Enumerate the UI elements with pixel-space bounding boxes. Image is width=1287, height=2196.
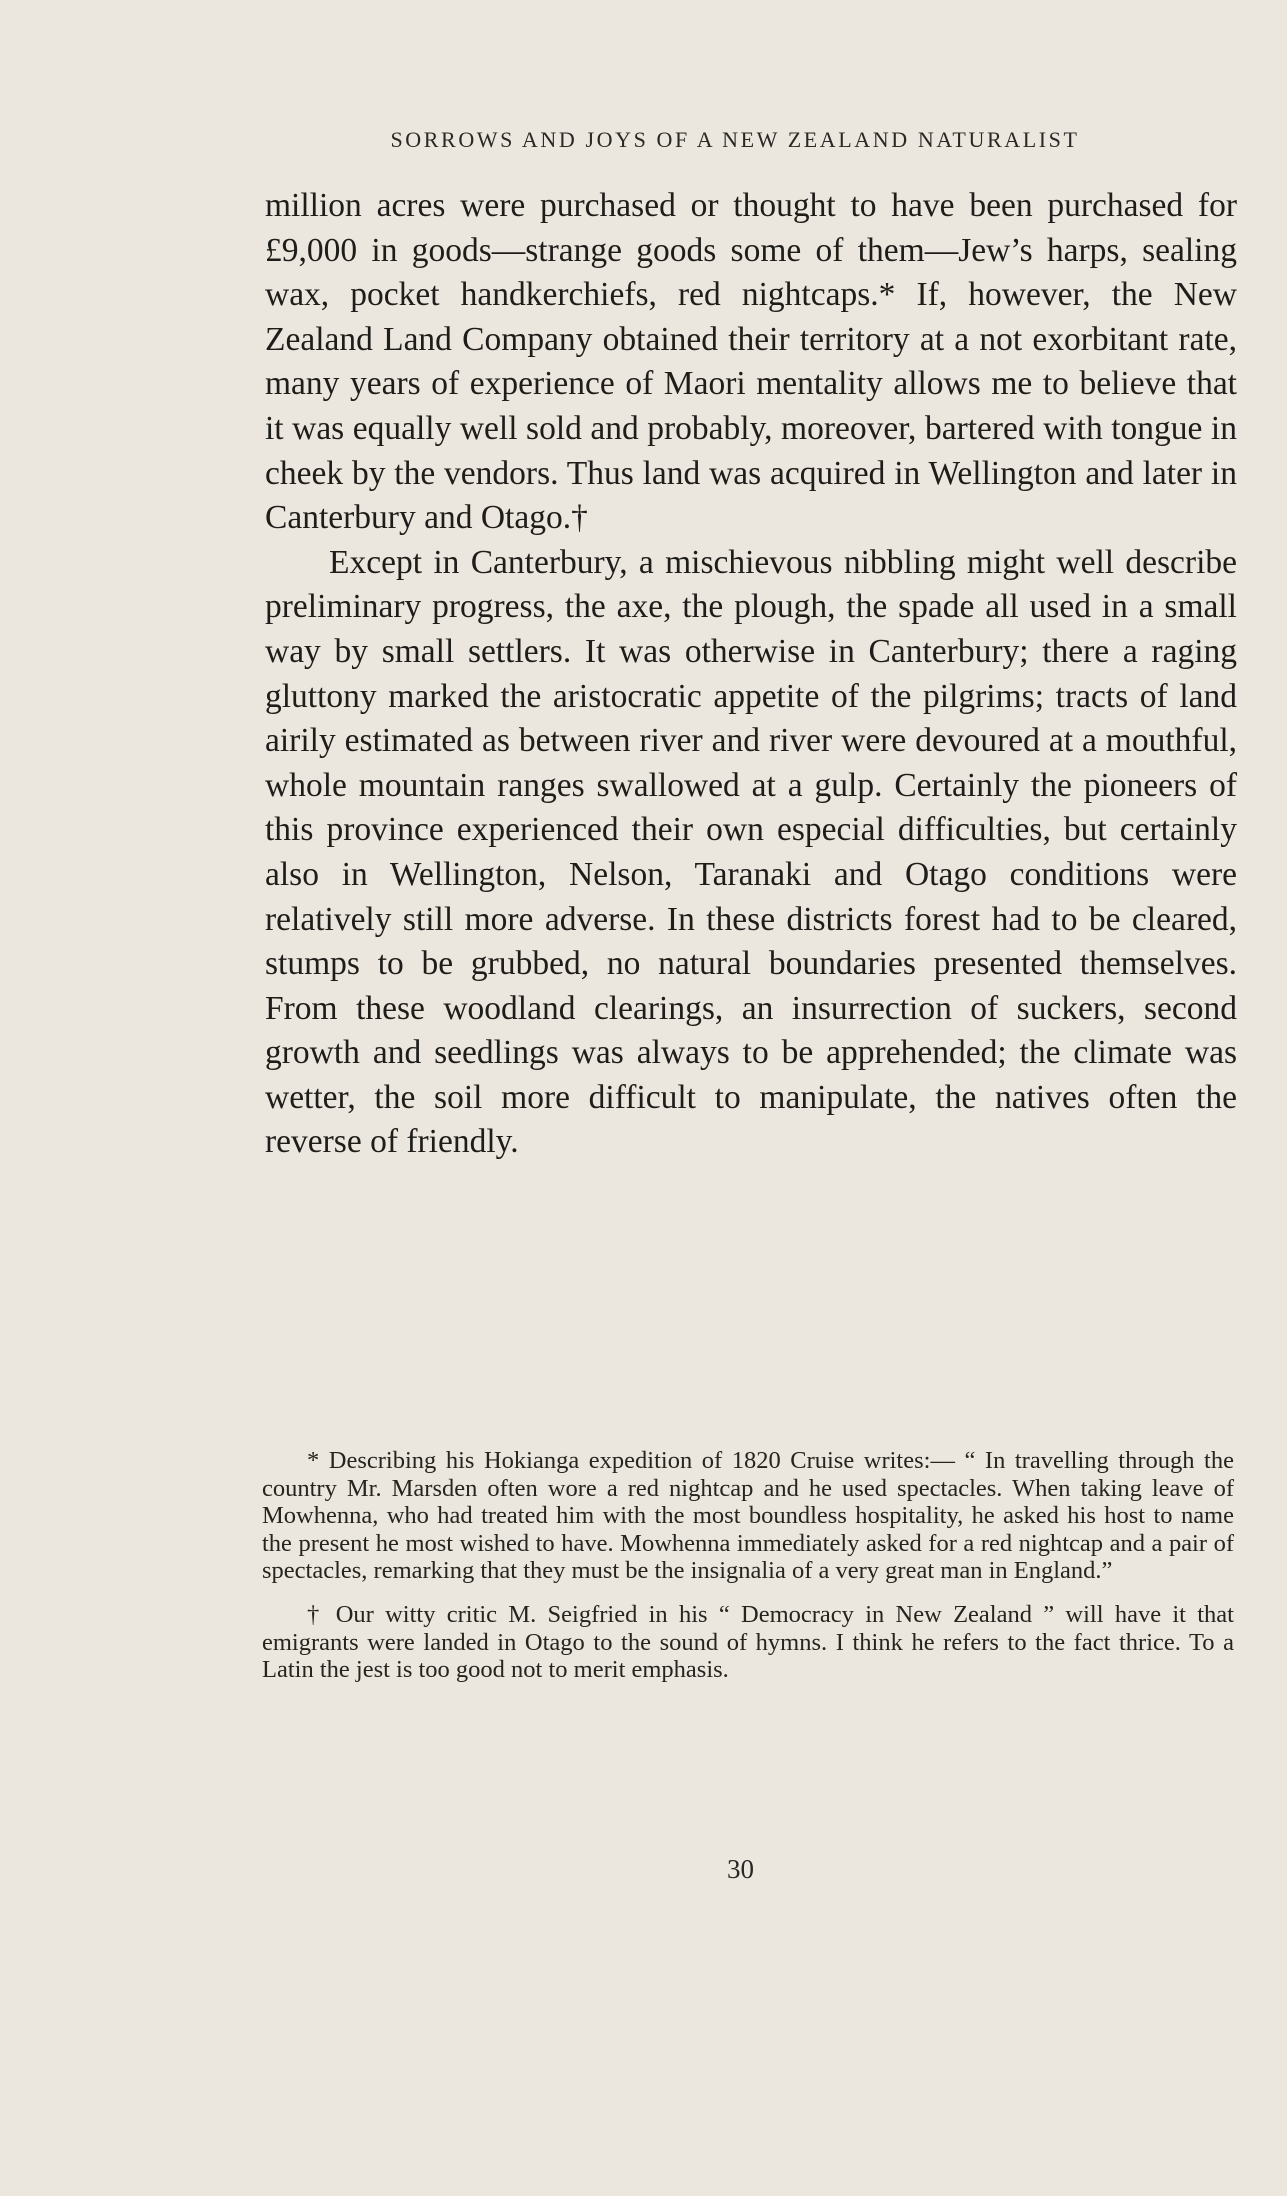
body-text (265, 184, 1237, 1165)
footnote-asterisk: * Describing his Hokianga expedition of 1820 Cruise writes:— “ In travelling through the country Mr. Marsden often wore a red nightcap and he used spectacles. When taking leave of Mowhenna, who had treated him with the most boundless hospitality, he asked his host to name the present he most wished to have. Mowhenna immediately asked for a red nightcap and a pair of spectacles, remarking that they must be the insignalia of a very great man in England.” (262, 1447, 1234, 1585)
running-head: SORROWS AND JOYS OF A NEW ZEALAND NATURALIST (390, 127, 1080, 152)
body-paragraph: million acres were purchased or thought to have been purchased for £9,000 in goods—strange goods some of them—Jew’s harps, sealing wax, pocket handkerchiefs, red nightcaps.* If, however, the New Zealand Land Company obtained their territory at a not exorbitant rate, many years of experience of Maori mentality allows me to believe that it was equally well sold and probably, moreover, bartered with tongue in cheek by the vendors. Thus land was acquired in Wellington and later in Canterbury and Otago.† (265, 187, 1237, 537)
footnotes (262, 1447, 1234, 1700)
footnote-dagger: † Our witty critic M. Seigfried in his “ Democracy in New Zealand ” will have it that emigrants were landed in Otago to the sound of hymns. I think he refers to the fact thrice. To a Latin the jest is too good not to merit emphasis. (262, 1600, 1234, 1684)
body-paragraph: Except in Canterbury, a mischievous nibbling might well describe preliminary progress, the axe, the plough, the spade all used in a small way by small settlers. It was otherwise in Canterbury; there a raging gluttony marked the aristocratic appetite of the pilgrims; tracts of land airily estimated as between river and river were devoured at a mouthful, whole mountain ranges swallowed at a gulp. Certainly the pioneers of this province experienced their own especial difficulties, but certainly also in Wellington, Nelson, Taranaki and Otago conditions were relatively still more adverse. In these districts forest had to be cleared, stumps to be grubbed, no natural boundaries presented themselves. From these woodland clearings, an insurrection of suckers, second growth and seedlings was always to be apprehended; the climate was wetter, the soil more difficult to manipulate, the natives often the reverse of friendly. (265, 543, 1237, 1161)
page-number: 30 (727, 1854, 754, 1884)
